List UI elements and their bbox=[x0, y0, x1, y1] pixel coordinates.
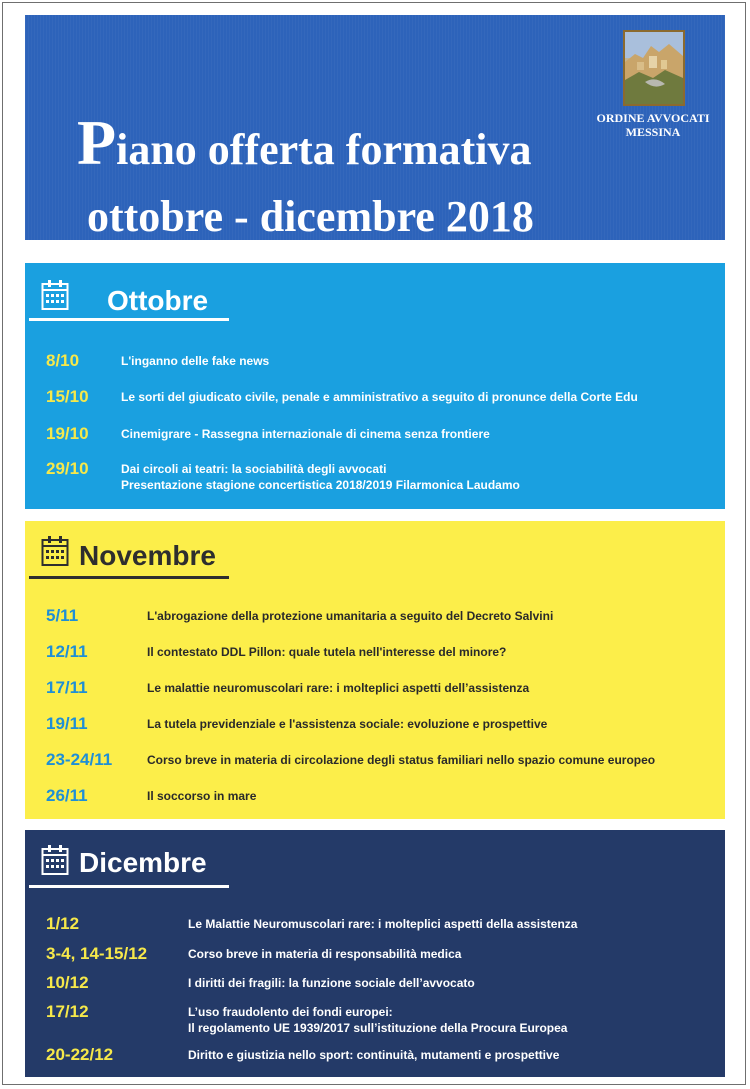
event-title: Le Malattie Neuromuscolari rare: i molteplici aspetti della assistenza bbox=[188, 917, 578, 931]
event-title: Dai circoli ai teatri: la sociabilità degli avvocati Presentazione stagione concertistica 2018/2019 Filarmonica Laudamo bbox=[121, 462, 520, 492]
event-title: La tutela previdenziale e l'assistenza sociale: evoluzione e prospettive bbox=[147, 717, 548, 731]
event-title: Il soccorso in mare bbox=[147, 789, 257, 803]
event-title: Le sorti del giudicato civile, penale e amministrativo a seguito di pronunce della Corte Edu bbox=[121, 390, 638, 404]
calendar-icon bbox=[41, 279, 69, 311]
event-title: L'inganno delle fake news bbox=[121, 354, 270, 368]
section-title: Dicembre bbox=[79, 847, 207, 878]
event-date: 8/10 bbox=[46, 351, 80, 370]
header-banner bbox=[25, 15, 725, 240]
event-date: 19/11 bbox=[46, 714, 88, 733]
event-date: 19/10 bbox=[46, 424, 89, 443]
event-title: Le malattie neuromuscolari rare: i molteplici aspetti dell’assistenza bbox=[147, 681, 530, 695]
logo-caption: ORDINE AVVOCATI MESSINA bbox=[596, 111, 710, 139]
event-date: 23-24/11 bbox=[46, 750, 113, 769]
event-date: 29/10 bbox=[46, 459, 89, 478]
section-dicembre bbox=[25, 830, 725, 1077]
event-title: Corso breve in materia di circolazione degli status familiari nello spazio comune europeo bbox=[147, 753, 656, 767]
event-title: Corso breve in materia di responsabilità medica bbox=[188, 947, 462, 961]
section-title: Ottobre bbox=[107, 285, 209, 316]
event-date: 3-4, 14-15/12 bbox=[46, 944, 148, 963]
title-rest: iano offerta formativa bbox=[116, 125, 532, 174]
event-date: 17/11 bbox=[46, 678, 88, 697]
event-title: Cinemigrare - Rassegna internazionale di cinema senza frontiere bbox=[121, 427, 490, 441]
calendar-icon bbox=[41, 844, 69, 876]
section-underline bbox=[29, 885, 229, 888]
title-initial: P bbox=[77, 107, 117, 178]
event-date: 17/12 bbox=[46, 1002, 89, 1021]
event-date: 12/11 bbox=[46, 642, 88, 661]
section-underline bbox=[29, 576, 229, 579]
event-date: 1/12 bbox=[46, 914, 80, 933]
logo-image bbox=[623, 30, 685, 106]
event-title: Diritto e giustizia nello sport: continuità, mutamenti e prospettive bbox=[188, 1048, 560, 1062]
event-date: 10/12 bbox=[46, 973, 89, 992]
event-title: I diritti dei fragili: la funzione sociale dell’avvocato bbox=[188, 976, 475, 990]
section-underline bbox=[29, 318, 229, 321]
event-date: 5/11 bbox=[46, 606, 79, 625]
section-title: Novembre bbox=[79, 540, 216, 571]
town-painting-icon bbox=[625, 32, 683, 104]
page-subtitle: ottobre - dicembre 2018 bbox=[87, 192, 534, 241]
section-novembre bbox=[25, 521, 725, 819]
event-date: 26/11 bbox=[46, 786, 88, 805]
calendar-icon bbox=[41, 535, 69, 567]
page-title bbox=[77, 107, 532, 178]
event-date: 15/10 bbox=[46, 387, 89, 406]
event-title: Il contestato DDL Pillon: quale tutela nell'interesse del minore? bbox=[147, 645, 507, 659]
section-ottobre bbox=[25, 263, 725, 509]
event-title: L’uso fraudolento dei fondi europei: Il regolamento UE 1939/2017 sull’istituzione della Procura Europea bbox=[188, 1005, 568, 1035]
event-title: L'abrogazione della protezione umanitaria a seguito del Decreto Salvini bbox=[147, 609, 554, 623]
event-date: 20-22/12 bbox=[46, 1045, 114, 1064]
